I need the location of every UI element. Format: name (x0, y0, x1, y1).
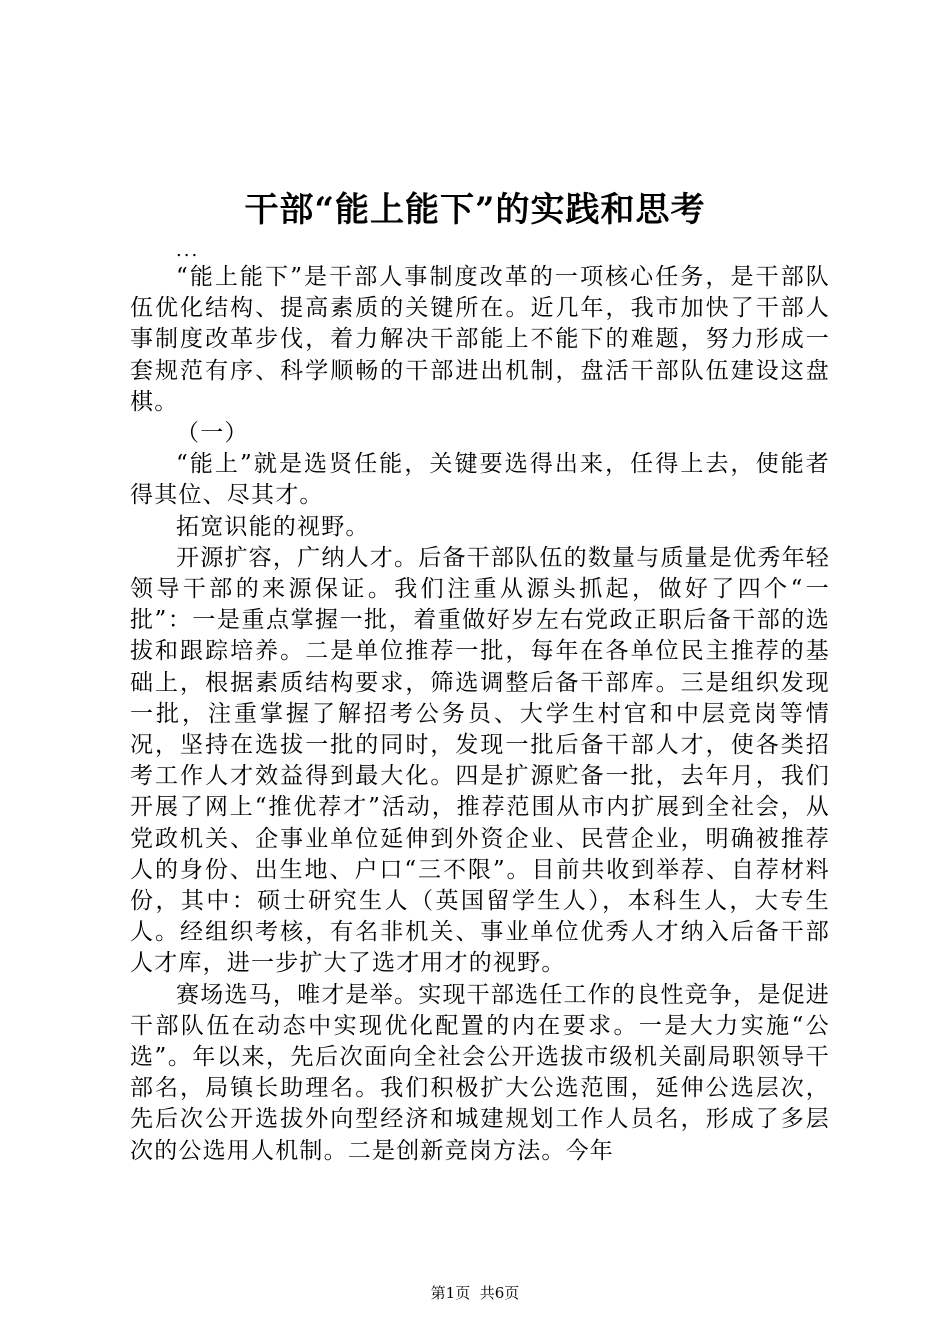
page-number: 第1页 (430, 1284, 471, 1302)
paragraph-neng-shang: “能上”就是选贤任能，关键要选得出来，任得上去，使能者得其位、尽其才。 (130, 451, 830, 509)
page-footer (0, 1283, 950, 1303)
paragraph-intro: “能上能下”是干部人事制度改革的一项核心任务，是干部队伍优化结构、提高素质的关键所在。近几年，我市加快了干部人事制度改革步伐，着力解决干部能上不能下的难题，努力形成一套规范有序、科学顺畅的干部进出机制，盘活干部队伍建设这盘棋。 (130, 264, 830, 415)
ellipsis-marker: ... (176, 240, 200, 261)
section-heading-one: （一） (176, 420, 249, 447)
document-title: 干部“能上能下”的实践和思考 (244, 190, 706, 230)
document-body (130, 262, 830, 1167)
paragraph-open-sources: 开源扩容，广纳人才。后备干部队伍的数量与质量是优秀年轻领导干部的来源保证。我们注重从源头抓起，做好了四个“一批”：一是重点掌握一批，着重做好岁左右党政正职后备干部的选拔和跟踪培养。二是单位推荐一批，每年在各单位民主推荐的基础上，根据素质结构要求，筛选调整后备干部库。三是组织发现一批，注重掌握了解招考公务员、大学生村官和中层竞岗等情况，坚持在选拔一批的同时，发现一批后备干部人才，使各类招考工作人才效益得到最大化。四是扩源贮备一批，去年月，我们开展了网上“推优荐才”活动，推荐范围从市内扩展到全社会，从党政机关、企事业单位延伸到外资企业、民营企业，明确被推荐人的身份、出生地、户口“三不限”。目前共收到举荐、自荐材料份，其中：硕士研究生人（英国留学生人），本科生人，大专生人。经组织考核，有名非机关、事业单位优秀人才纳入后备干部人才库，进一步扩大了选才用才的视野。 (130, 544, 830, 977)
subheading-broaden-vision: 拓宽识能的视野。 (176, 513, 370, 540)
page-total: 共6页 (479, 1284, 520, 1302)
paragraph-competition: 赛场选马，唯才是举。实现干部选任工作的良性竞争，是促进干部队伍在动态中实现优化配置的内在要求。一是大力实施“公选”。年以来，先后次面向全社会公开选拔市级机关副局职领导干部名，局镇长助理名。我们积极扩大公选范围，延伸公选层次，先后次公开选拔外向型经济和城建规划工作人员名，形成了多层次的公选用人机制。二是创新竞岗方法。今年 (130, 981, 830, 1164)
